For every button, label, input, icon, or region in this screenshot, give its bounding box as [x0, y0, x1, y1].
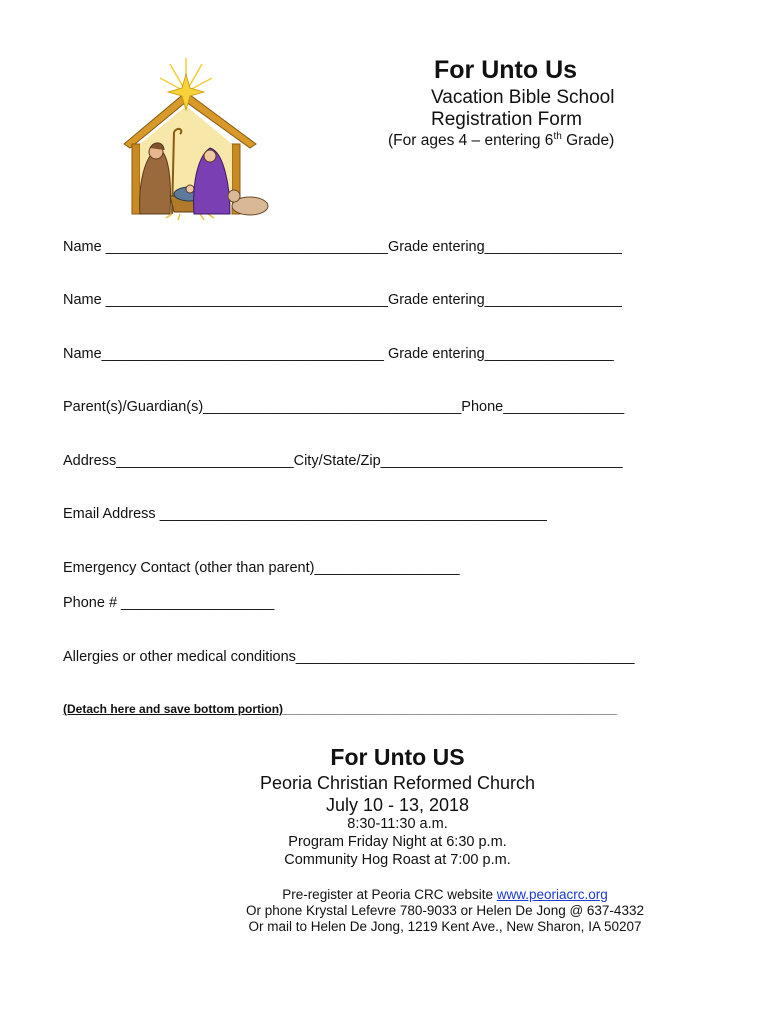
form-subtitle-line2: Registration Form: [431, 109, 582, 130]
church-name: Peoria Christian Reformed Church: [259, 773, 536, 793]
event-title: For Unto US: [330, 744, 465, 770]
name-field-1[interactable]: Name ___________________________________Grade entering_________________: [63, 239, 622, 255]
parent-guardian-field[interactable]: Parent(s)/Guardian(s)________________________________Phone_______________: [63, 399, 625, 415]
website-link[interactable]: www.peoriacrc.org: [496, 887, 608, 902]
phone-contact-line: Or phone Krystal Lefevre 780-9033 or Helen De Jong @ 637-4332: [246, 903, 644, 918]
address-field[interactable]: Address______________________City/State/Zip______________________________: [63, 453, 623, 469]
nativity-scene-icon: [110, 56, 280, 221]
event-time: 8:30-11:30 a.m.: [347, 816, 448, 832]
form-subtitle-line1: Vacation Bible School: [431, 87, 615, 108]
mail-contact-line: Or mail to Helen De Jong, 1219 Kent Ave., New Sharon, IA 50207: [248, 919, 642, 934]
form-title: For Unto Us: [434, 56, 578, 84]
emergency-contact-field[interactable]: Emergency Contact (other than parent)__________________: [63, 560, 460, 576]
allergies-field[interactable]: Allergies or other medical conditions__________________________________________: [63, 649, 635, 665]
preregister-line: Pre-register at Peoria CRC website www.peoriacrc.org: [282, 887, 608, 902]
name-field-2[interactable]: Name ___________________________________Grade entering_________________: [63, 292, 622, 308]
event-dates: July 10 - 13, 2018: [325, 795, 470, 815]
name-field-3[interactable]: Name___________________________________ Grade entering________________: [63, 346, 614, 362]
ages-note: (For ages 4 – entering 6th Grade): [388, 131, 615, 150]
email-field[interactable]: Email Address ________________________________________________: [63, 506, 547, 522]
program-time: Program Friday Night at 6:30 p.m.: [288, 834, 507, 850]
detach-line: (Detach here and save bottom portion)__________________________________________________: [63, 702, 617, 716]
hog-roast-time: Community Hog Roast at 7:00 p.m.: [284, 852, 511, 868]
phone-field[interactable]: Phone # ___________________: [63, 595, 275, 611]
